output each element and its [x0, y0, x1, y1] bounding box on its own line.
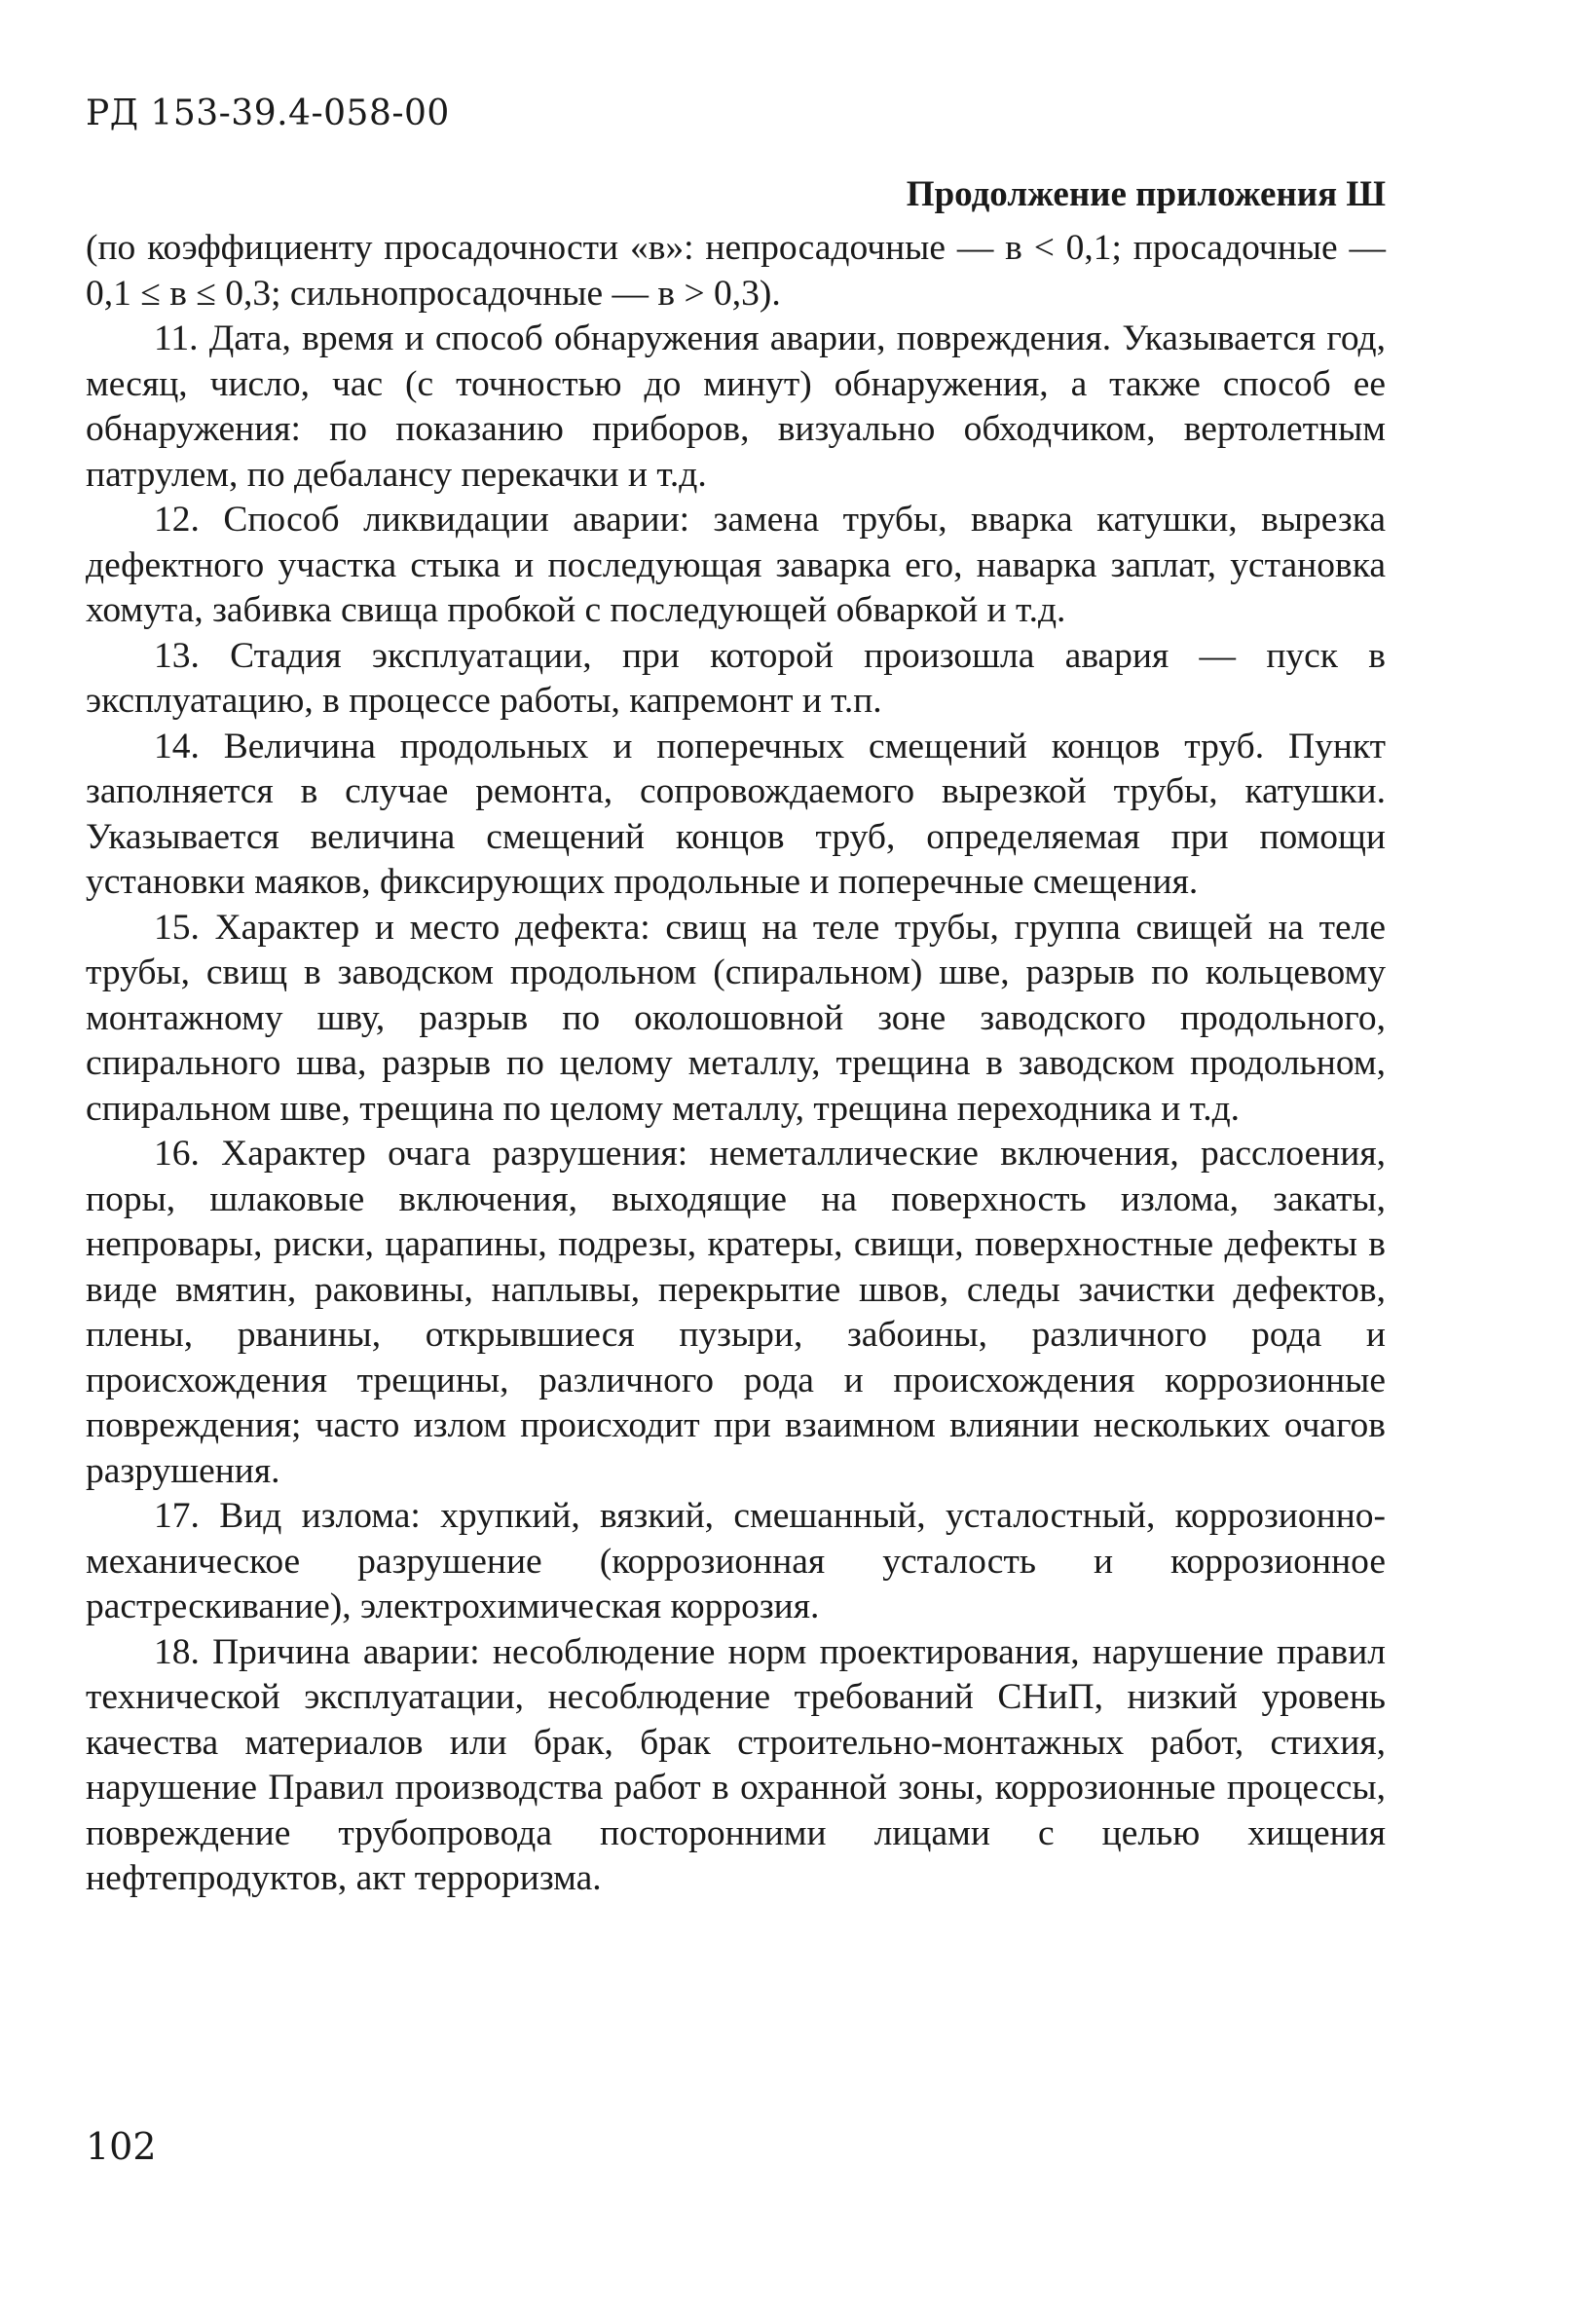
document-page	[86, 0, 1386, 2314]
paragraph-item-17: 17. Вид излома: хрупкий, вязкий, смешанный, усталостный, коррозионно-механическое разрушение (коррозионная усталость и коррозионное растрескивание), электрохимическая коррозия.	[86, 1496, 1386, 1626]
body-text	[86, 226, 1386, 1902]
document-code: РД 153-39.4-058-00	[86, 93, 450, 133]
appendix-title: Продолжение приложения Ш	[906, 174, 1386, 214]
paragraph-item-11: 11. Дата, время и способ обнаружения аварии, повреждения. Указывается год, месяц, число, час (с точностью до минут) обнаружения, а также способ ее обнаружения: по показанию приборов, визуально обходчиком, вертолетным патрулем, по дебалансу перекачки и т.д.	[86, 318, 1386, 495]
paragraph-item-13: 13. Стадия эксплуатации, при которой произошла авария — пуск в эксплуатацию, в процессе работы, капремонт и т.п.	[86, 635, 1386, 721]
page-number: 102	[86, 2125, 157, 2168]
paragraph-item-12: 12. Способ ликвидации аварии: замена трубы, вварка катушки, вырезка дефектного участка стыка и последующая заварка его, наварка заплат, установка хомута, забивка свища пробкой с последующей обваркой и т.д.	[86, 500, 1386, 630]
paragraph-item-16: 16. Характер очага разрушения: неметаллические включения, расслоения, поры, шлаковые включения, выходящие на поверхность излома, закаты, непровары, риски, царапины, подрезы, кратеры, свищи, поверхностные дефекты в виде вмятин, раковины, наплывы, перекрытие швов, следы зачистки дефектов, плены, рванины, открывшиеся пузыри, забоины, различного рода и происхождения трещины, различного рода и происхождения коррозионные повреждения; часто излом происходит при взаимном влиянии нескольких очагов разрушения.	[86, 1134, 1386, 1491]
paragraph-item-14: 14. Величина продольных и поперечных смещений концов труб. Пункт заполняется в случае ремонта, сопровождаемого вырезкой трубы, катушки. Указывается величина смещений концов труб, определяемая при помощи установки маяков, фиксирующих продольные и поперечные смещения.	[86, 726, 1386, 902]
paragraph-continuation: (по коэффициенту просадочности «в»: непросадочные — в < 0,1; просадочные — 0,1 ≤ в ≤ 0,3; сильнопросадочные — в > 0,3).	[86, 228, 1386, 314]
paragraph-item-18: 18. Причина аварии: несоблюдение норм проектирования, нарушение правил технической эксплуатации, несоблюдение требований СНиП, низкий уровень качества материалов или брак, брак строительно-монтажных работ, стихия, нарушение Правил производства работ в охранной зоны, коррозионные процессы, повреждение трубопровода посторонними лицами с целью хищения нефтепродуктов, акт терроризма.	[86, 1631, 1386, 1898]
paragraph-item-15: 15. Характер и место дефекта: свищ на теле трубы, группа свищей на теле трубы, свищ в заводском продольном (спиральном) шве, разрыв по кольцевому монтажному шву, разрыв по околошовной зоне заводского продольного, спирального шва, разрыв по целому металлу, трещина в заводском продольном, спиральном шве, трещина по целому металлу, трещина переходника и т.д.	[86, 907, 1386, 1129]
